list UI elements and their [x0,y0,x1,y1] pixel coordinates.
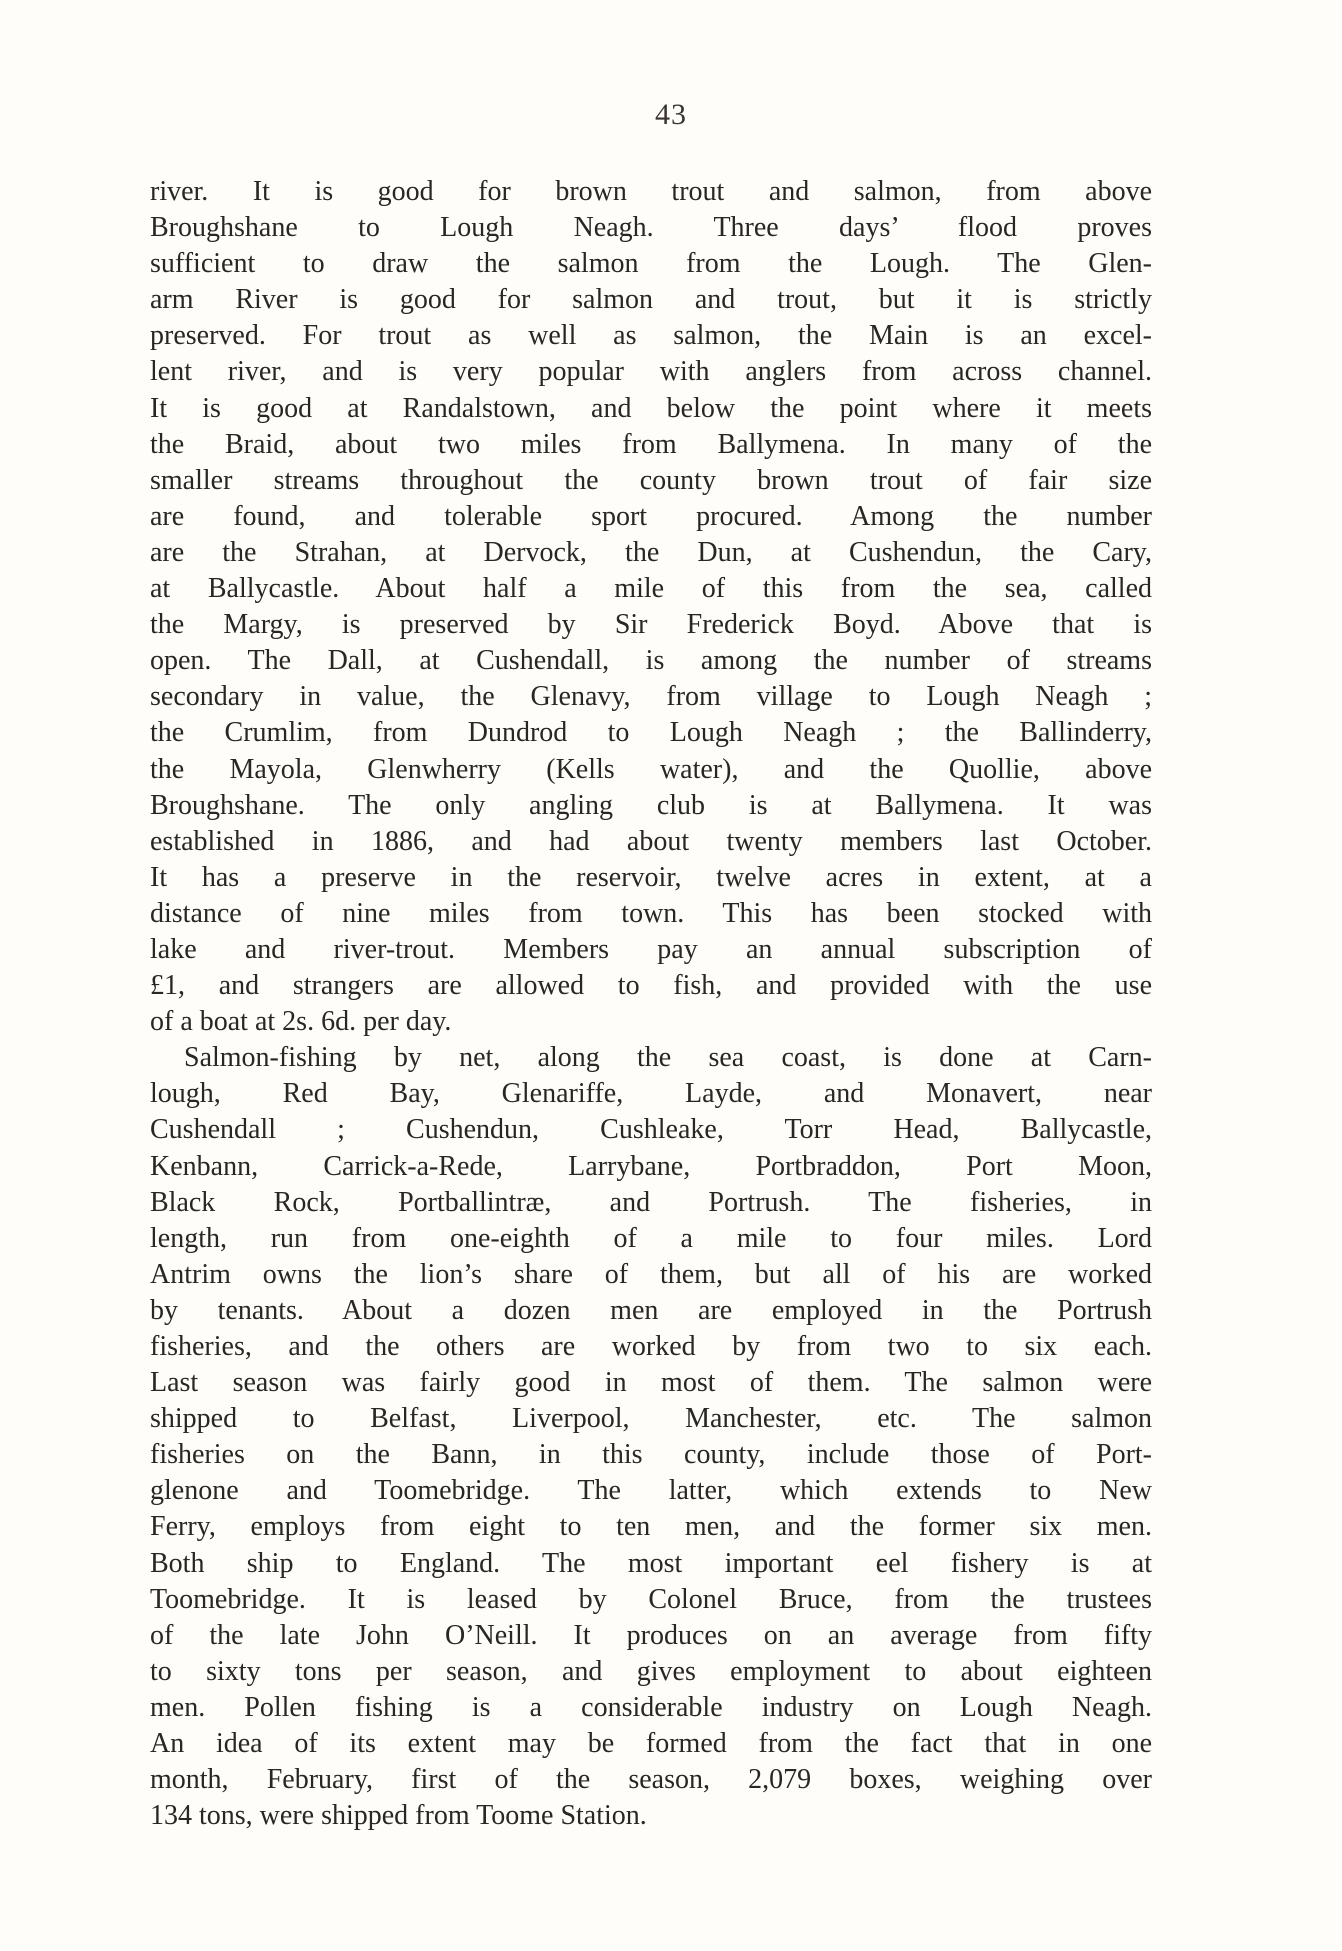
text-line: Broughshane. The only angling club is at Ballymena. It was [150,789,1152,821]
text-line: preserved. For trout as well as salmon, the Main is an excel- [150,320,1152,352]
text-line: month, February, first of the season, 2,079 boxes, weighing over [150,1764,1152,1796]
text-line: Broughshane to Lough Neagh. Three days’ flood proves [150,212,1152,244]
text-line: lake and river-trout. Members pay an annual subscription of [150,933,1152,965]
text-line: lough, Red Bay, Glenariffe, Layde, and Monavert, near [150,1078,1152,1110]
text-line: of the late John O’Neill. It produces on an average from fifty [150,1619,1152,1651]
text-line: to sixty tons per season, and gives employment to about eighteen [150,1655,1152,1687]
page-number: 43 [655,98,687,131]
text-line: the Mayola, Glenwherry (Kells water), and the Quollie, above [150,753,1152,785]
text-line: shipped to Belfast, Liverpool, Manchester, etc. The salmon [150,1403,1152,1435]
text-line: distance of nine miles from town. This has been stocked with [150,897,1152,929]
text-line: It has a preserve in the reservoir, twelve acres in extent, at a [150,861,1152,893]
text-line: £1, and strangers are allowed to fish, and provided with the use [150,970,1152,1002]
text-line: Antrim owns the lion’s share of them, but all of his are worked [150,1258,1152,1290]
text-line: It is good at Randalstown, and below the point where it meets [150,392,1152,424]
text-line: river. It is good for brown trout and salmon, from above [150,176,1152,207]
text-line: established in 1886, and had about twenty members last October. [150,825,1152,857]
text-line: Black Rock, Portballintræ, and Portrush. The fisheries, in [150,1186,1152,1218]
text-line: open. The Dall, at Cushendall, is among the number of streams [150,645,1152,677]
text-line: sufficient to draw the salmon from the Lough. The Glen- [150,248,1152,280]
text-line: men. Pollen fishing is a considerable industry on Lough Neagh. [150,1691,1152,1723]
text-line: at Ballycastle. About half a mile of this from the sea, called [150,573,1152,605]
text-line: are the Strahan, at Dervock, the Dun, at Cushendun, the Cary, [150,536,1152,568]
text-line: fisheries on the Bann, in this county, include those of Port- [150,1439,1152,1471]
text-line: smaller streams throughout the county brown trout of fair size [150,464,1152,496]
text-line: fisheries, and the others are worked by from two to six each. [150,1331,1152,1362]
text-line: An idea of its extent may be formed from the fact that in one [150,1728,1152,1760]
text-line: the Braid, about two miles from Ballymena. In many of the [150,428,1152,460]
text-line: length, run from one-eighth of a mile to four miles. Lord [150,1222,1152,1254]
text-line: secondary in value, the Glenavy, from village to Lough Neagh ; [150,681,1152,713]
text-line: 134 tons, were shipped from Toome Station. [150,1800,647,1832]
text-line: the Margy, is preserved by Sir Frederick Boyd. Above that is [150,609,1152,641]
text-line: Toomebridge. It is leased by Colonel Bruce, from the trustees [150,1583,1152,1615]
text-line: Both ship to England. The most important eel fishery is at [150,1547,1152,1579]
text-line: lent river, and is very popular with anglers from across channel. [150,356,1152,388]
text-line: Salmon-fishing by net, along the sea coast, is done at Carn- [184,1042,1152,1074]
text-line: glenone and Toomebridge. The latter, which extends to New [150,1475,1152,1507]
text-line: arm River is good for salmon and trout, but it is strictly [150,284,1152,316]
text-line: Last season was fairly good in most of them. The salmon were [150,1367,1152,1399]
text-line: of a boat at 2s. 6d. per day. [150,1006,452,1038]
text-line: Cushendall ; Cushendun, Cushleake, Torr Head, Ballycastle, [150,1114,1152,1146]
text-line: are found, and tolerable sport procured. Among the number [150,500,1152,532]
text-line: by tenants. About a dozen men are employed in the Portrush [150,1294,1152,1326]
text-line: Ferry, employs from eight to ten men, and the former six men. [150,1511,1152,1543]
text-line: the Crumlim, from Dundrod to Lough Neagh ; the Ballinderry, [150,717,1152,749]
body-text [150,174,1152,1834]
text-line: Kenbann, Carrick-a-Rede, Larrybane, Portbraddon, Port Moon, [150,1150,1152,1182]
